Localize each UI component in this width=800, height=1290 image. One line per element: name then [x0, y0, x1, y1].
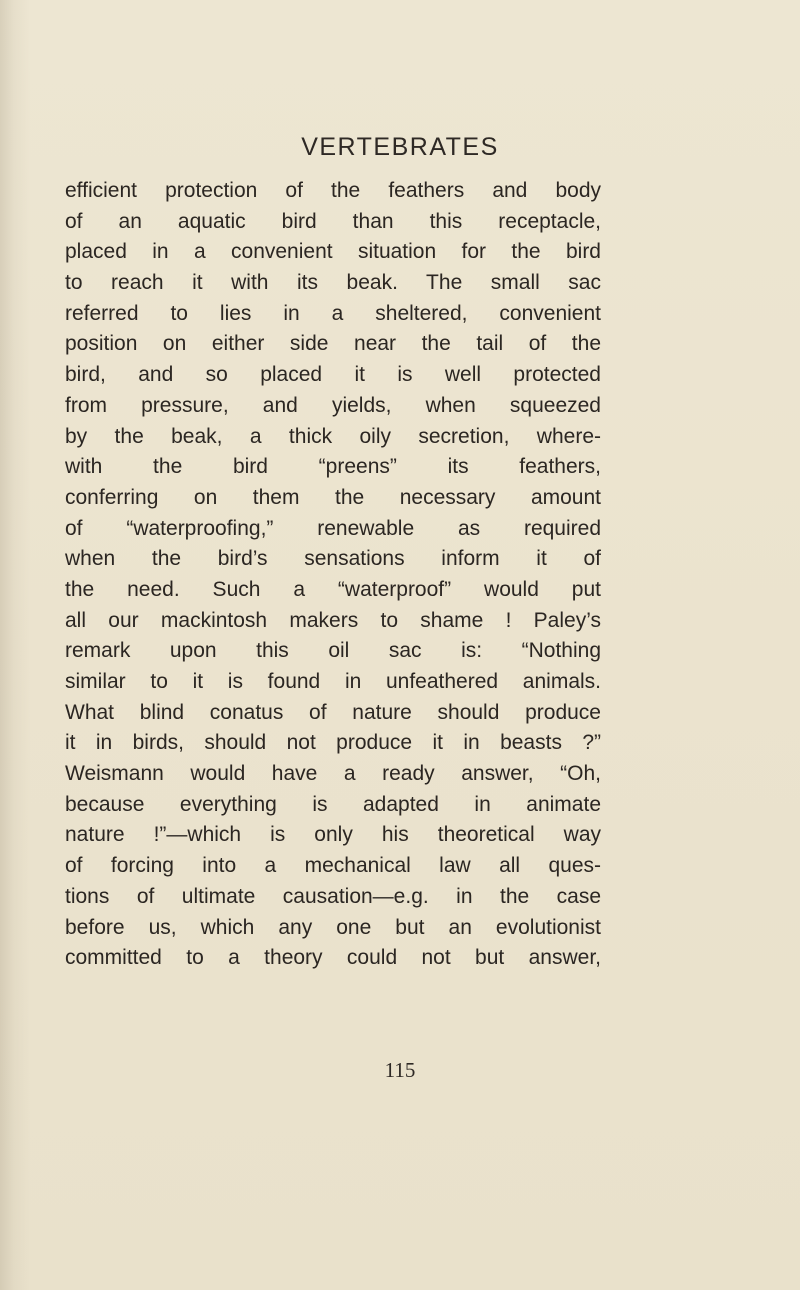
text-line: position on either side near the tail of the: [65, 332, 601, 356]
text-line: because everything is adapted in animate: [65, 792, 601, 816]
text-line: of an aquatic bird than this receptacle,: [65, 209, 601, 233]
text-line: before us, which any one but an evolutionist: [65, 915, 601, 939]
text-line: the need. Such a “waterproof” would put: [65, 577, 601, 601]
text-line: of forcing into a mechanical law all ques-: [65, 854, 601, 878]
text-line: tions of ultimate causation—e.g. in the case: [65, 884, 601, 908]
page-number: 115: [384, 1058, 416, 1082]
text-line: referred to lies in a sheltered, convenient: [65, 301, 601, 325]
body-text: [65, 176, 601, 974]
text-line: nature !”—which is only his theoretical way: [65, 823, 601, 847]
text-line: What blind conatus of nature should produce: [65, 700, 601, 724]
text-line: by the beak, a thick oily secretion, where-: [65, 424, 601, 448]
text-line: conferring on them the necessary amount: [65, 485, 601, 509]
text-line: similar to it is found in unfeathered animals.: [65, 670, 601, 693]
text-line: with the bird “preens” its feathers,: [65, 455, 601, 479]
text-line: Weismann would have a ready answer, “Oh,: [65, 762, 601, 786]
text-line: all our mackintosh makers to shame ! Paley’s: [65, 608, 601, 632]
text-line: remark upon this oil sac is: “Nothing: [65, 639, 601, 663]
text-line: it in birds, should not produce it in beasts ?”: [65, 731, 601, 755]
text-line: to reach it with its beak. The small sac: [65, 271, 601, 295]
text-line: efficient protection of the feathers and body: [65, 179, 601, 202]
text-line: bird, and so placed it is well protected: [65, 363, 601, 387]
text-line: when the bird’s sensations inform it of: [65, 547, 601, 571]
text-line: of “waterproofing,” renewable as required: [65, 516, 601, 540]
running-head: VERTEBRATES: [301, 133, 499, 161]
text-line: committed to a theory could not but answer,: [65, 946, 601, 970]
text-line: from pressure, and yields, when squeezed: [65, 393, 601, 417]
text-line: placed in a convenient situation for the bird: [65, 240, 601, 264]
